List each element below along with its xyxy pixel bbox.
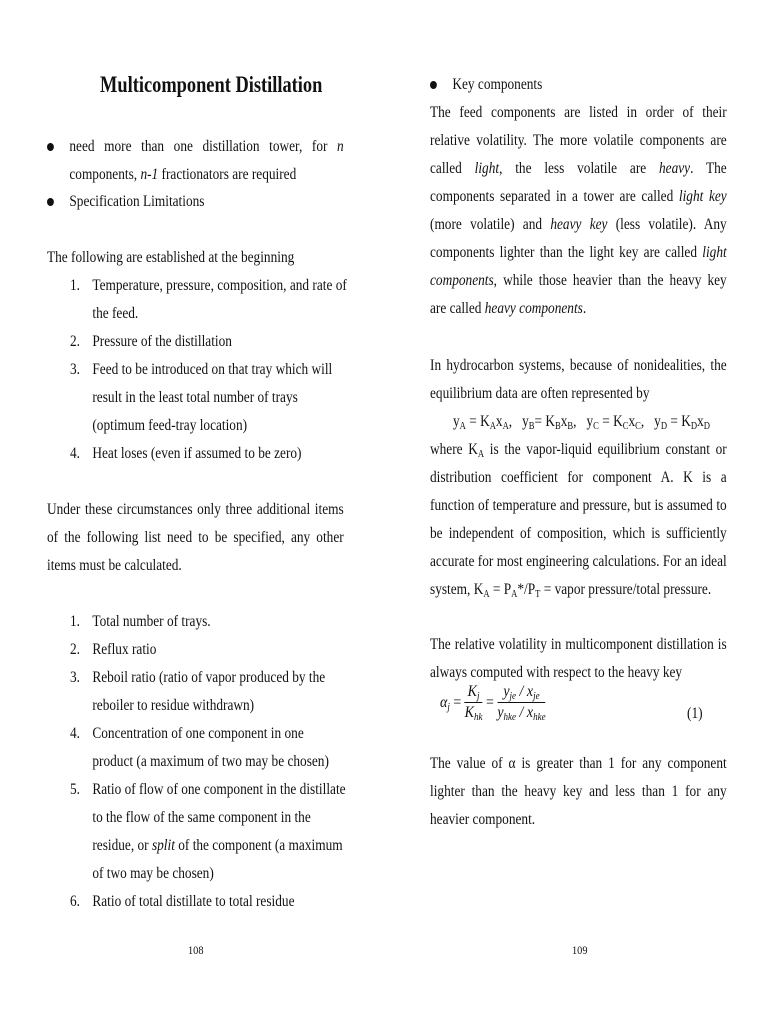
- specified-items-list: [70, 608, 347, 916]
- page-number-right: 109: [572, 943, 588, 957]
- bullet-text: Specification Limitations: [69, 193, 205, 210]
- bullet-text: need more than one distillation tower, for n components, n-1 fractionators are required: [69, 138, 344, 183]
- intro-paragraph-1: The following are established at the beginning: [47, 249, 295, 266]
- relative-volatility-equation: $\alpha_j$ = $\frac{K_j}{K_{hk}}$ = $\frac{y_{je} / x_{je}}{y_{hke} / x_{hke}}$: [440, 683, 546, 723]
- list-item: 6. Ratio of total distillate to total residue: [70, 893, 295, 910]
- bullet-item-spec: [47, 188, 344, 216]
- bullet-text: Key components: [452, 76, 543, 93]
- relative-volatility-paragraph: The relative volatility in multicomponent distillation is always computed with respect to the heavy key: [430, 636, 727, 681]
- equation-number: (1): [687, 705, 703, 722]
- list-item: 4. Concentration of one component in one product (a maximum of two may be chosen): [70, 725, 329, 770]
- list-item: 3. Feed to be introduced on that tray which will result in the least total number of trays (optimum feed-tray location): [70, 361, 333, 434]
- bullet-item-key-components: [430, 71, 714, 99]
- bullet-icon: [47, 143, 54, 151]
- bullet-icon: [430, 81, 437, 89]
- page-title: Multicomponent Distillation: [100, 72, 323, 97]
- bullet-item-towers: [47, 133, 344, 189]
- list-item: 1. Total number of trays.: [70, 613, 211, 630]
- list-item: 4. Heat loses (even if assumed to be zero): [70, 445, 302, 462]
- list-item: 1. Temperature, pressure, composition, and rate of the feed.: [70, 277, 347, 322]
- k-definition-paragraph: where $K_A$ is the vapor-liquid equilibrium constant or distribution coefficient for component A. K is a function of temperature and pressure, but is assumed to be independent of composition, which is sufficiently accurate for most engineering calculations. For an ideal system, $K_A = P_A*/P_T$ = vapor pressure/total pressure.: [430, 441, 727, 600]
- list-item: 2. Pressure of the distillation: [70, 333, 232, 350]
- list-item: 3. Reboil ratio (ratio of vapor produced by the reboiler to residue withdrawn): [70, 669, 326, 714]
- key-components-paragraph: The feed components are listed in order of their relative volatility. The more volatile components are called light, the less volatile are heavy. The components separated in a tower are called light key (more volatile) and heavy key (less volatile). Any components lighter than the light key are called light components, while those heavier than the heavy key are called heavy components.: [430, 104, 727, 317]
- list-item: 2. Reflux ratio: [70, 641, 157, 658]
- equilibrium-paragraph: In hydrocarbon systems, because of nonidealities, the equilibrium data are often represented by: [430, 357, 727, 402]
- page-number-left: 108: [188, 943, 204, 957]
- alpha-value-paragraph: The value of α is greater than 1 for any component lighter than the heavy key and less than 1 for any heavier component.: [430, 755, 727, 828]
- equilibrium-equation: $y_A = K_Ax_A$, $y_B= K_Bx_B$, $y_C = K_Cx_C$, $y_D = K_Dx_D$: [453, 413, 710, 432]
- established-list: [70, 272, 347, 468]
- intro-paragraph-2: Under these circumstances only three additional items of the following list need to be specified, any other items must be calculated.: [47, 501, 344, 574]
- bullet-icon: [47, 198, 54, 206]
- list-item: 5. Ratio of flow of one component in the distillate to the flow of the same component in the residue, or split of the component (a maximum of two may be chosen): [70, 781, 346, 882]
